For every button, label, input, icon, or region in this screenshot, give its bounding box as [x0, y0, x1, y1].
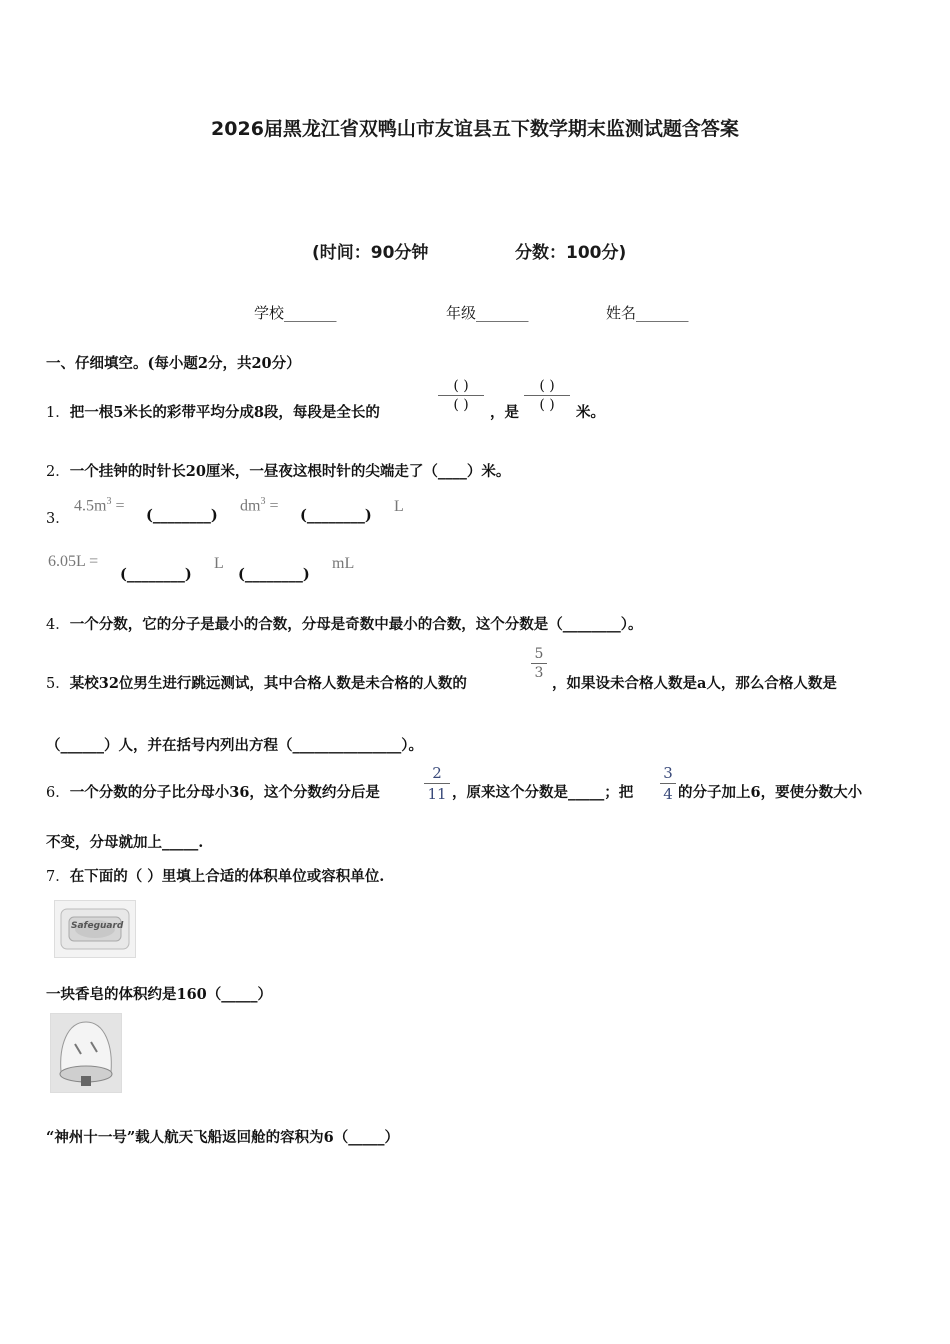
question-text: 一个分数，它的分子是最小的合数，分母是奇数中最小的合数，这个分数是（________）。	[69, 616, 643, 633]
fraction-numerator: 5	[534, 646, 544, 662]
question-text: “神州十一号”载人航天飞船返回舱的容积为6（_____）	[46, 1129, 400, 1146]
unit-label: $dm^3$ =	[240, 496, 279, 515]
question-5	[46, 672, 467, 693]
question-text: 米。	[576, 404, 605, 421]
question-6	[46, 781, 380, 802]
answer-blank[interactable]: (________)	[238, 566, 310, 583]
fraction-denominator: 3	[534, 665, 544, 681]
capsule-image	[50, 1013, 122, 1093]
question-text: 一个分数的分子比分母小36，这个分数约分后是	[69, 784, 380, 801]
section-heading: 一、仔细填空。(每小题2分，共20分）	[46, 355, 301, 372]
question-number: 6．	[46, 785, 70, 801]
fraction	[424, 764, 450, 803]
question-2	[46, 460, 510, 481]
fraction-blank-1[interactable]	[438, 378, 484, 413]
fraction	[531, 646, 547, 681]
answer-blank[interactable]: (________)	[300, 507, 372, 524]
page-title: 2026届黑龙江省双鸭山市友谊县五下数学期末监测试题含答案	[211, 118, 739, 140]
fraction-numerator: 3	[663, 764, 673, 782]
question-text: 一块香皂的体积约是160（_____）	[46, 986, 273, 1003]
question-number: 5．	[46, 676, 70, 692]
fraction-blank-2[interactable]	[524, 378, 570, 413]
question-text: ，原来这个分数是_____；把	[452, 784, 634, 801]
question-number: 2．	[46, 464, 70, 480]
fraction-numerator: ( )	[453, 378, 469, 394]
fraction-denominator: 4	[663, 785, 673, 803]
fraction-numerator: 2	[432, 764, 442, 782]
fraction-denominator: 11	[427, 785, 447, 803]
question-number: 3．	[46, 511, 70, 527]
question-4	[46, 613, 642, 634]
question-text: 的分子加上6，要使分数大小	[678, 784, 863, 801]
score-label: 分数：100分)	[515, 243, 627, 263]
question-text: （______）人，并在括号内列出方程（_______________）。	[46, 737, 423, 754]
question-number: 7．	[46, 869, 70, 885]
grade-field[interactable]: 年级_______	[446, 304, 529, 322]
unit-label: L	[394, 498, 404, 515]
school-field[interactable]: 学校_______	[254, 304, 337, 322]
fraction-denominator: ( )	[539, 397, 555, 413]
soap-brand: Safeguard	[71, 921, 124, 931]
question-text: ，如果设未合格人数是a人，那么合格人数是	[552, 675, 837, 692]
question-7	[46, 865, 384, 886]
question-text: 某校32位男生进行跳远测试，其中合格人数是未合格的人数的	[69, 675, 467, 692]
fraction	[660, 764, 676, 803]
question-number: 4．	[46, 617, 70, 633]
question-text: 在下面的（ ）里填上合适的体积单位或容积单位.	[69, 868, 385, 885]
time-label: (时间：90分钟	[312, 243, 429, 263]
capsule-illustration	[51, 1014, 121, 1092]
question-text: 把一根5米长的彩带平均分成8段，每段是全长的	[69, 404, 380, 421]
question-text: ，是	[490, 404, 519, 421]
volume-value: $4.5m^3$ =	[74, 496, 125, 515]
fraction-denominator: ( )	[453, 397, 469, 413]
question-number: 1．	[46, 405, 70, 421]
question-text: 不变，分母就加上_____.	[46, 834, 204, 851]
unit-label: L	[214, 555, 224, 572]
answer-blank[interactable]: (________)	[120, 566, 192, 583]
soap-image	[54, 900, 136, 958]
name-field[interactable]: 姓名_______	[606, 304, 689, 322]
question-1	[46, 401, 380, 422]
answer-blank[interactable]: (________)	[146, 507, 218, 524]
volume-value: 6.05L =	[48, 553, 99, 570]
question-text: 一个挂钟的时针长20厘米，一昼夜这根时针的尖端走了（____）米。	[69, 463, 511, 480]
unit-label: mL	[332, 555, 355, 572]
fraction-numerator: ( )	[539, 378, 555, 394]
